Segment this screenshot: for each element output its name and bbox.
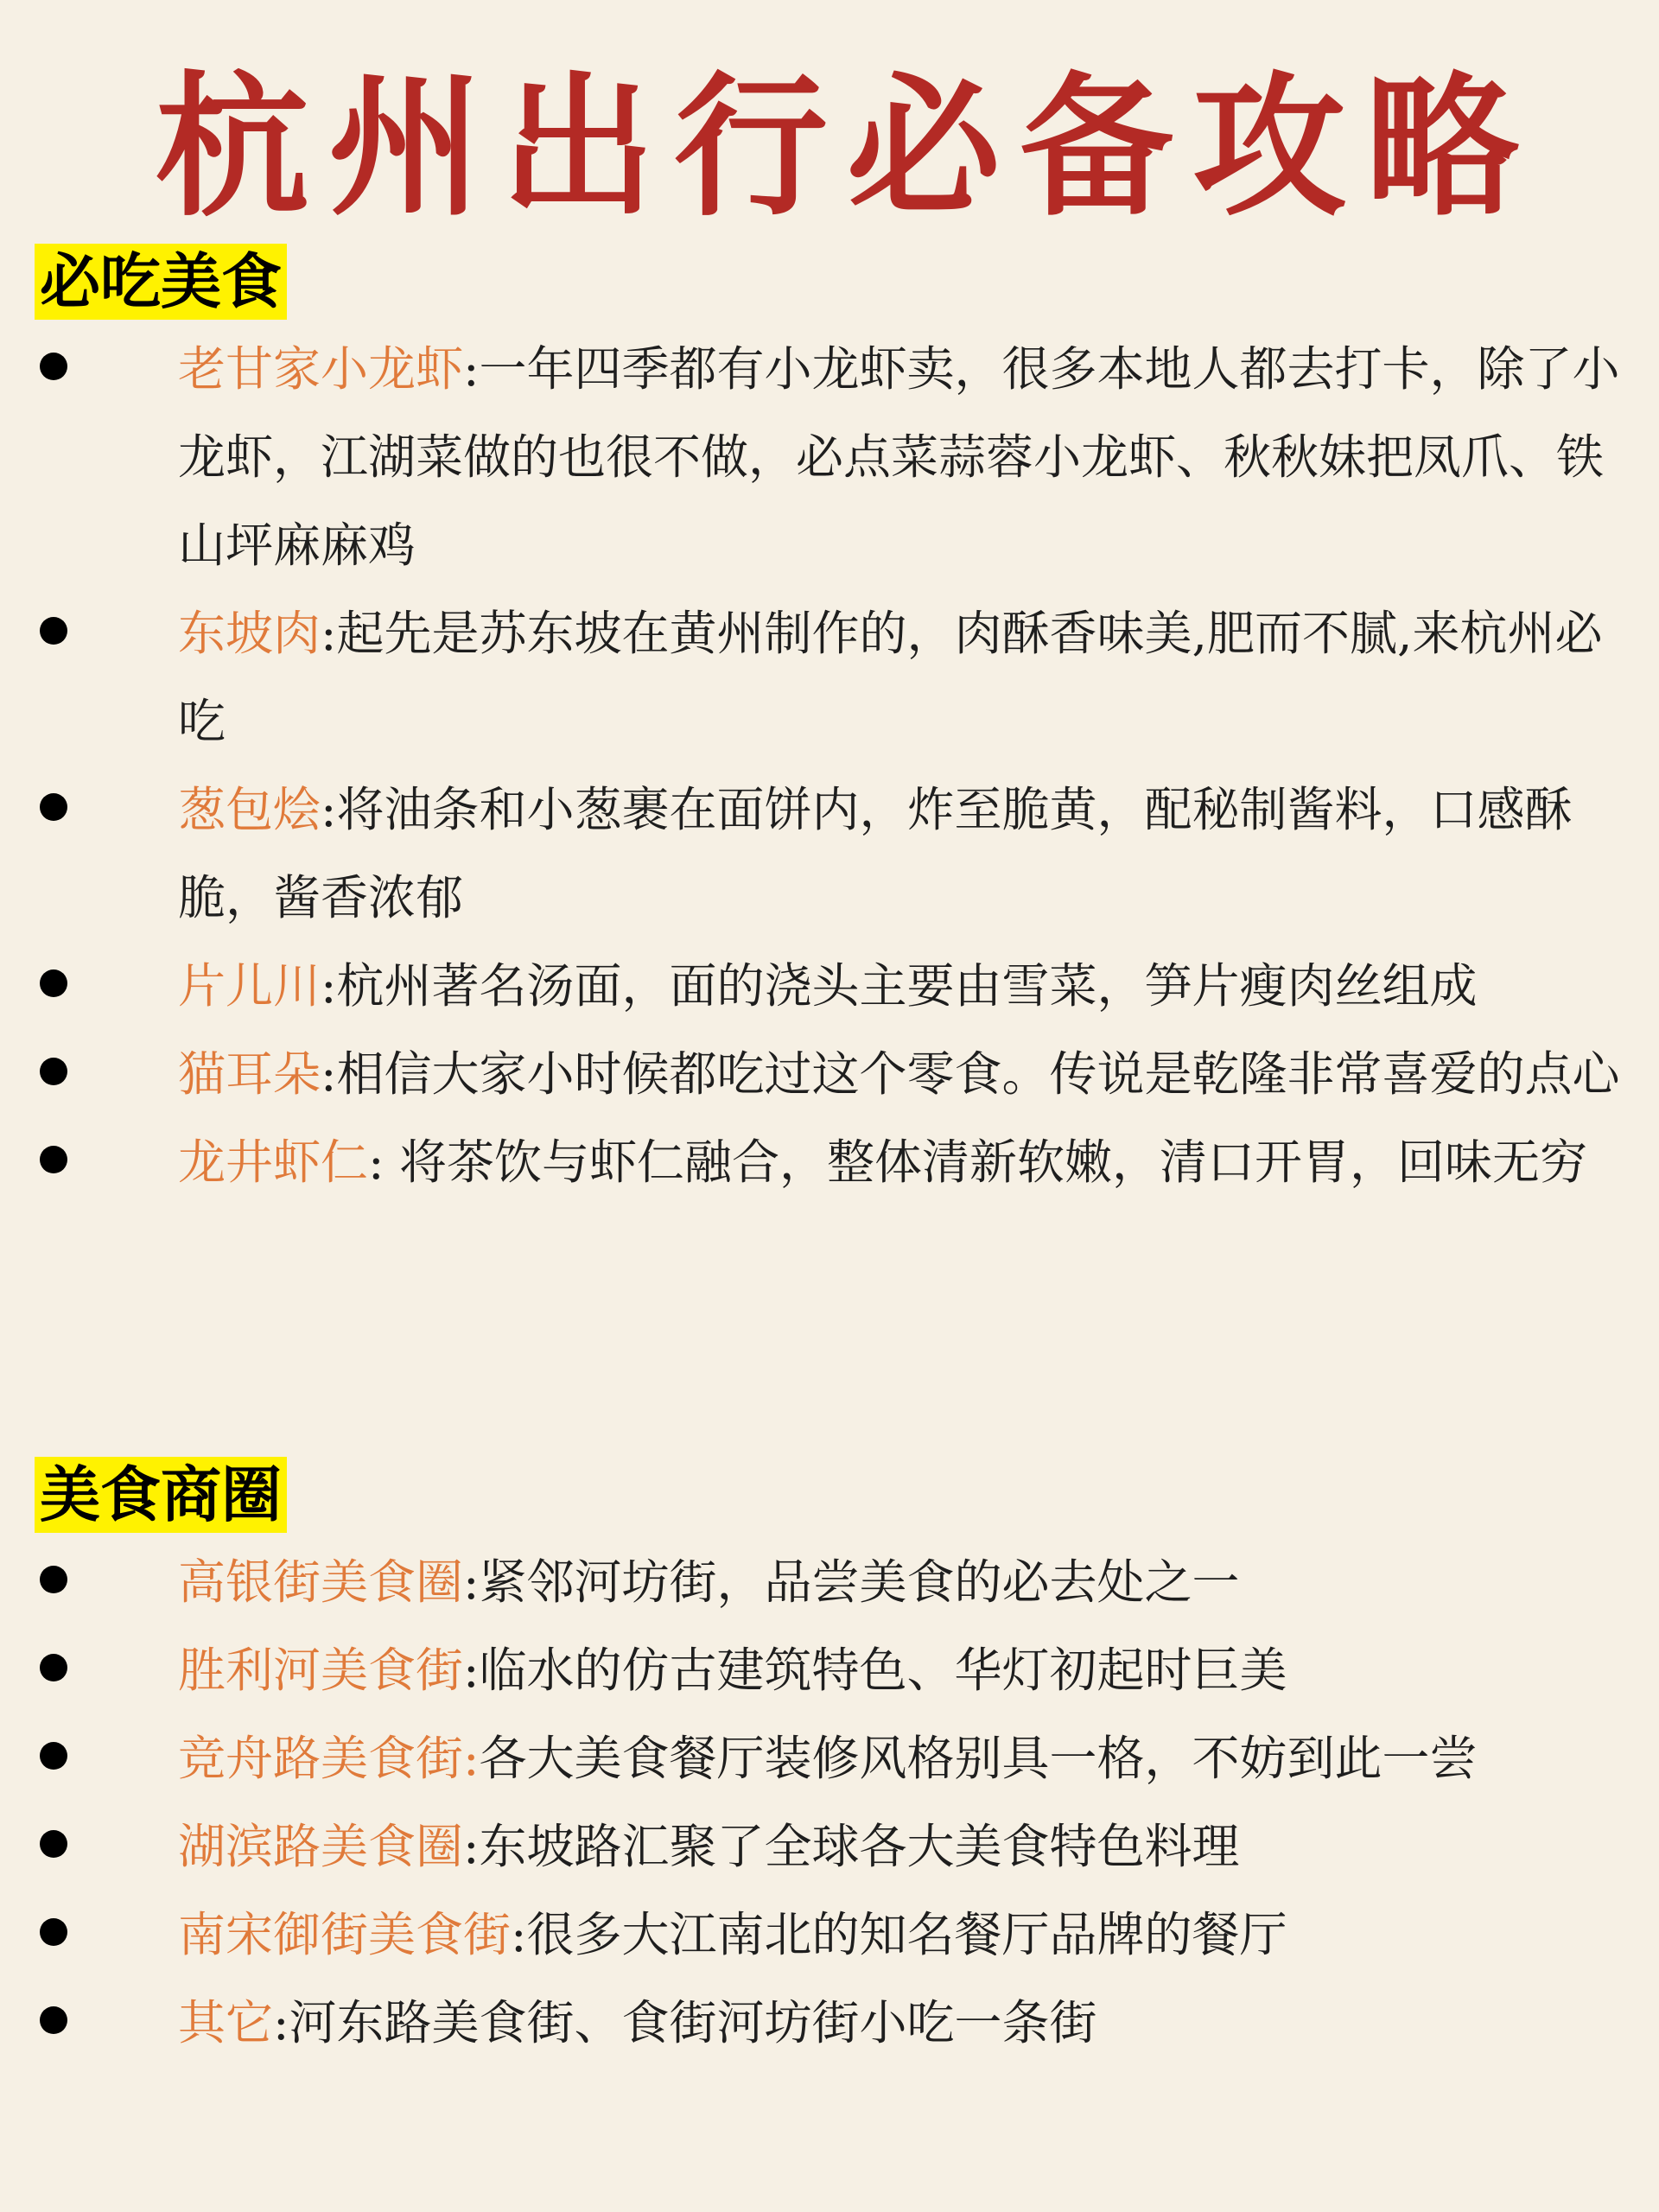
list-item — [35, 325, 1624, 589]
bullet-icon — [40, 353, 67, 380]
item-desc: :紧邻河坊街，品尝美食的必去处之一 — [463, 1554, 1240, 1610]
item-desc: :河东路美食街、食街河坊街小吃一条街 — [273, 1995, 1097, 2050]
bullet-icon — [40, 1654, 67, 1681]
bullet-icon — [40, 2006, 67, 2034]
item-desc: :杭州著名汤面，面的浇头主要由雪菜，笋片瘦肉丝组成 — [321, 958, 1478, 1014]
item-desc: :相信大家小时候都吃过这个零食。传说是乾隆非常喜爱的点心 — [321, 1046, 1620, 1102]
page-title: 杭州出行必备攻略 — [156, 56, 1538, 237]
list-item — [35, 1891, 1624, 1979]
list-item — [35, 589, 1624, 766]
list-item — [35, 1714, 1624, 1802]
section-must-eat-food — [35, 244, 1624, 1206]
item-name: 胜利河美食街 — [178, 1643, 464, 1698]
item-desc: :很多大江南北的知名餐厅品牌的餐厅 — [511, 1907, 1287, 1962]
item-name: 南宋御街美食街 — [178, 1907, 512, 1962]
bullet-icon — [40, 1566, 67, 1593]
item-name: 竞舟路美食街: — [178, 1731, 480, 1786]
item-desc: :将油条和小葱裹在面饼内，炸至脆黄，配秘制酱料，口感酥脆，酱香浓郁 — [178, 782, 1573, 925]
item-name: 高银街美食圈 — [178, 1554, 464, 1610]
item-desc: : 将茶饮与虾仁融合，整体清新软嫩，清口开胃，回味无穷 — [368, 1135, 1588, 1190]
list-item — [35, 1979, 1624, 2067]
list-item — [35, 1030, 1624, 1118]
list-item — [35, 1802, 1624, 1891]
item-desc: :东坡路汇聚了全球各大美食特色料理 — [463, 1819, 1240, 1874]
bullet-icon — [40, 1058, 67, 1085]
item-desc: :临水的仿古建筑特色、华灯初起时巨美 — [463, 1643, 1287, 1698]
bullet-icon — [40, 1830, 67, 1858]
item-desc: :起先是苏东坡在黄州制作的，肉酥香味美,肥而不腻,来杭州必吃 — [178, 606, 1603, 749]
item-name: 老甘家小龙虾 — [178, 341, 464, 397]
list-item — [35, 1538, 1624, 1626]
item-desc: 各大美食餐厅装修风格别具一格，不妨到此一尝 — [479, 1731, 1478, 1786]
list-item — [35, 766, 1624, 942]
food-list — [35, 325, 1624, 1206]
list-item — [35, 1626, 1624, 1714]
bullet-icon — [40, 1742, 67, 1770]
district-list — [35, 1538, 1624, 2067]
item-name: 湖滨路美食圈 — [178, 1819, 464, 1874]
item-name: 东坡肉 — [178, 606, 321, 661]
item-name: 龙井虾仁 — [178, 1135, 369, 1190]
section-heading: 美食商圈 — [35, 1457, 287, 1533]
item-name: 片儿川 — [178, 958, 321, 1014]
item-name: 猫耳朵 — [178, 1046, 321, 1102]
list-item — [35, 1118, 1624, 1206]
bullet-icon — [40, 1146, 67, 1173]
list-item — [35, 942, 1624, 1030]
section-food-districts — [35, 1457, 1624, 2067]
bullet-icon — [40, 1918, 67, 1946]
item-name: 其它 — [178, 1995, 274, 2050]
bullet-icon — [40, 617, 67, 645]
item-desc: :一年四季都有小龙虾卖，很多本地人都去打卡，除了小龙虾，江湖菜做的也很不做，必点菜蒜蓉小龙虾、秋秋妹把凤爪、铁山坪麻麻鸡 — [178, 341, 1620, 573]
section-heading: 必吃美食 — [35, 244, 287, 320]
bullet-icon — [40, 793, 67, 821]
item-name: 葱包烩 — [178, 782, 321, 837]
bullet-icon — [40, 969, 67, 997]
